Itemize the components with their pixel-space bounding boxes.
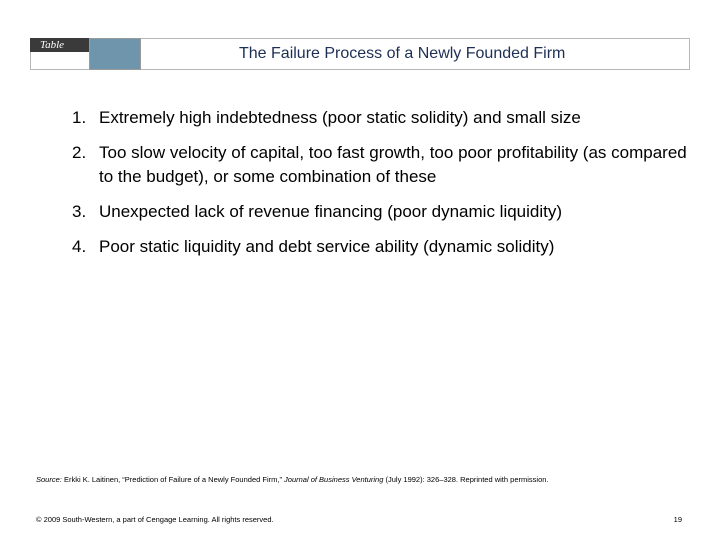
list-item-number: 1. bbox=[72, 108, 87, 127]
failure-process-list bbox=[72, 106, 692, 259]
source-label: Source: bbox=[36, 475, 62, 484]
list-item bbox=[72, 106, 692, 130]
slide-title: The Failure Process of a Newly Founded Firm bbox=[239, 45, 566, 62]
list-item-text: Poor static liquidity and debt service ability (dynamic solidity) bbox=[99, 237, 555, 256]
source-citation: Erkki K. Laitinen, “Prediction of Failure of a Newly Founded Firm,” bbox=[61, 475, 285, 484]
list-item bbox=[72, 235, 692, 259]
source-note bbox=[36, 474, 549, 486]
list-item bbox=[72, 141, 692, 189]
page-number: 19 bbox=[673, 515, 682, 524]
list-item-text: Extremely high indebtedness (poor static solidity) and small size bbox=[99, 108, 581, 127]
copyright-notice: © 2009 South-Western, a part of Cengage Learning. All rights reserved. bbox=[36, 515, 274, 524]
list-item-text: Too slow velocity of capital, too fast growth, too poor profitability (as compared to the budget), or some combination of these bbox=[99, 143, 687, 186]
source-details: (July 1992): 326–328. Reprinted with permission. bbox=[383, 475, 549, 484]
list-item-number: 3. bbox=[72, 202, 87, 221]
source-journal: Journal of Business Venturing bbox=[284, 475, 384, 484]
list-item-text: Unexpected lack of revenue financing (poor dynamic liquidity) bbox=[99, 202, 563, 221]
table-label: Table bbox=[40, 39, 65, 51]
list-item-number: 4. bbox=[72, 237, 87, 256]
list-item-number: 2. bbox=[72, 143, 87, 162]
list-item bbox=[72, 200, 692, 224]
header-color-swatch bbox=[89, 38, 141, 70]
